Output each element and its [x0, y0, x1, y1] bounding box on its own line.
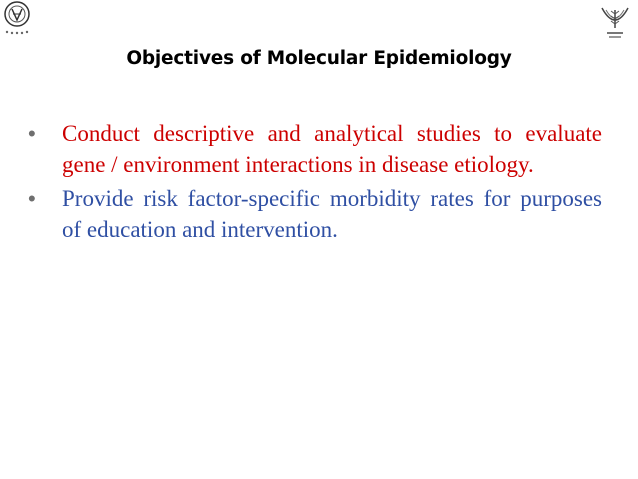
wheat-emblem-icon	[598, 4, 632, 42]
bullet-item	[28, 183, 602, 245]
bullet-text: Conduct descriptive and analytical studies to evaluate gene / environment interactions in disease etiology.	[62, 121, 602, 177]
slide-title: Objectives of Molecular Epidemiology	[126, 48, 512, 69]
bullet-marker: •	[28, 121, 36, 146]
bullet-item	[28, 118, 602, 180]
bullet-list	[28, 118, 602, 248]
bullet-marker: •	[28, 186, 36, 211]
bullet-text: Provide risk factor-specific morbidity rates for purposes of education and intervention.	[62, 186, 602, 242]
institute-emblem-icon	[0, 0, 40, 40]
